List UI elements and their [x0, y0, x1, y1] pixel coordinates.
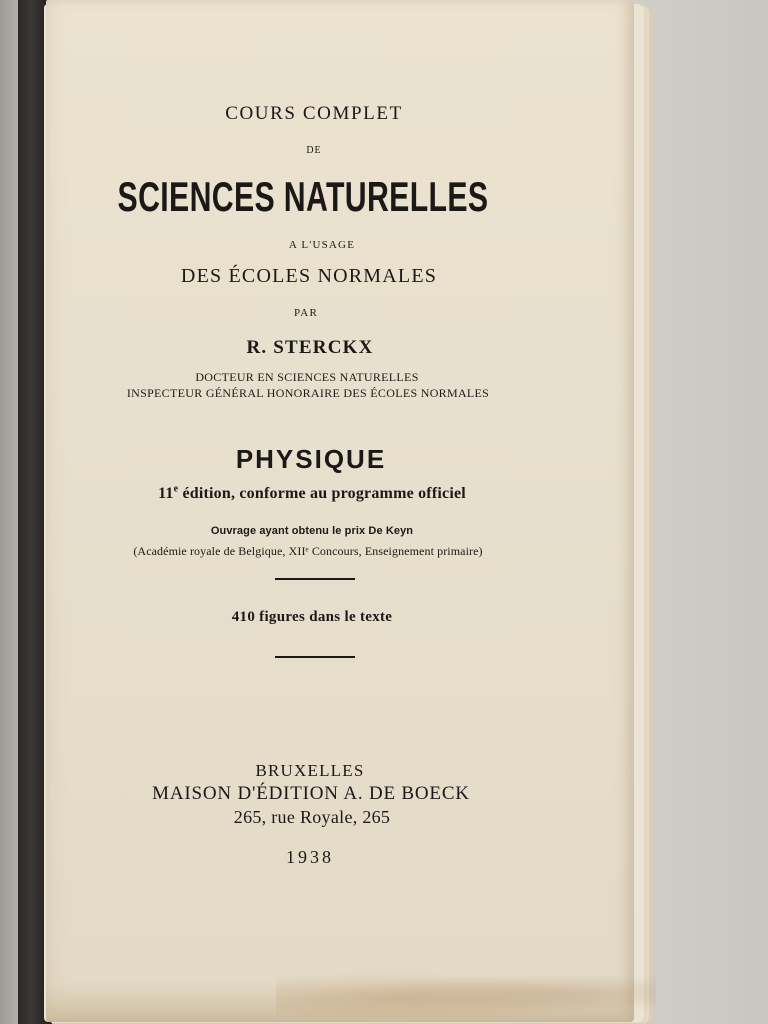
by-line: PAR	[294, 307, 318, 319]
edition-text: édition, conforme au programme officiel	[178, 485, 466, 502]
prize-line: Ouvrage ayant obtenu le prix De Keyn	[210, 525, 414, 537]
paper-stain	[276, 968, 656, 1018]
figures-line: 410 figures dans le texte	[231, 609, 393, 625]
academy-line: (Académie royale de Belgique, XIIᵉ Concours, Enseignement primaire)	[133, 544, 483, 558]
edition-superscript: e	[173, 483, 179, 495]
author-name: R. STERCKX	[246, 337, 374, 358]
subject-title: PHYSIQUE	[235, 444, 387, 474]
series-title: COURS COMPLET	[225, 103, 403, 124]
author-credential: DOCTEUR EN SCIENCES NATURELLES	[195, 370, 419, 384]
publisher-name: MAISON D'ÉDITION A. DE BOECK	[152, 783, 470, 804]
publisher-address: 265, rue Royale, 265	[233, 807, 391, 827]
publication-city: BRUXELLES	[255, 761, 365, 780]
author-credential: INSPECTEUR GÉNÉRAL HONORAIRE DES ÉCOLES NORMALES	[126, 386, 490, 400]
schools-line: DES ÉCOLES NORMALES	[180, 265, 438, 287]
edition-line	[18, 483, 606, 502]
main-title: SCIENCES NATURELLES	[117, 173, 489, 220]
series-connector: DE	[306, 145, 322, 156]
publication-year: 1938	[286, 847, 334, 867]
edition-number: 11	[158, 485, 174, 502]
divider-rule	[275, 578, 355, 580]
usage-line: A L'USAGE	[288, 239, 356, 251]
divider-rule	[275, 656, 355, 658]
